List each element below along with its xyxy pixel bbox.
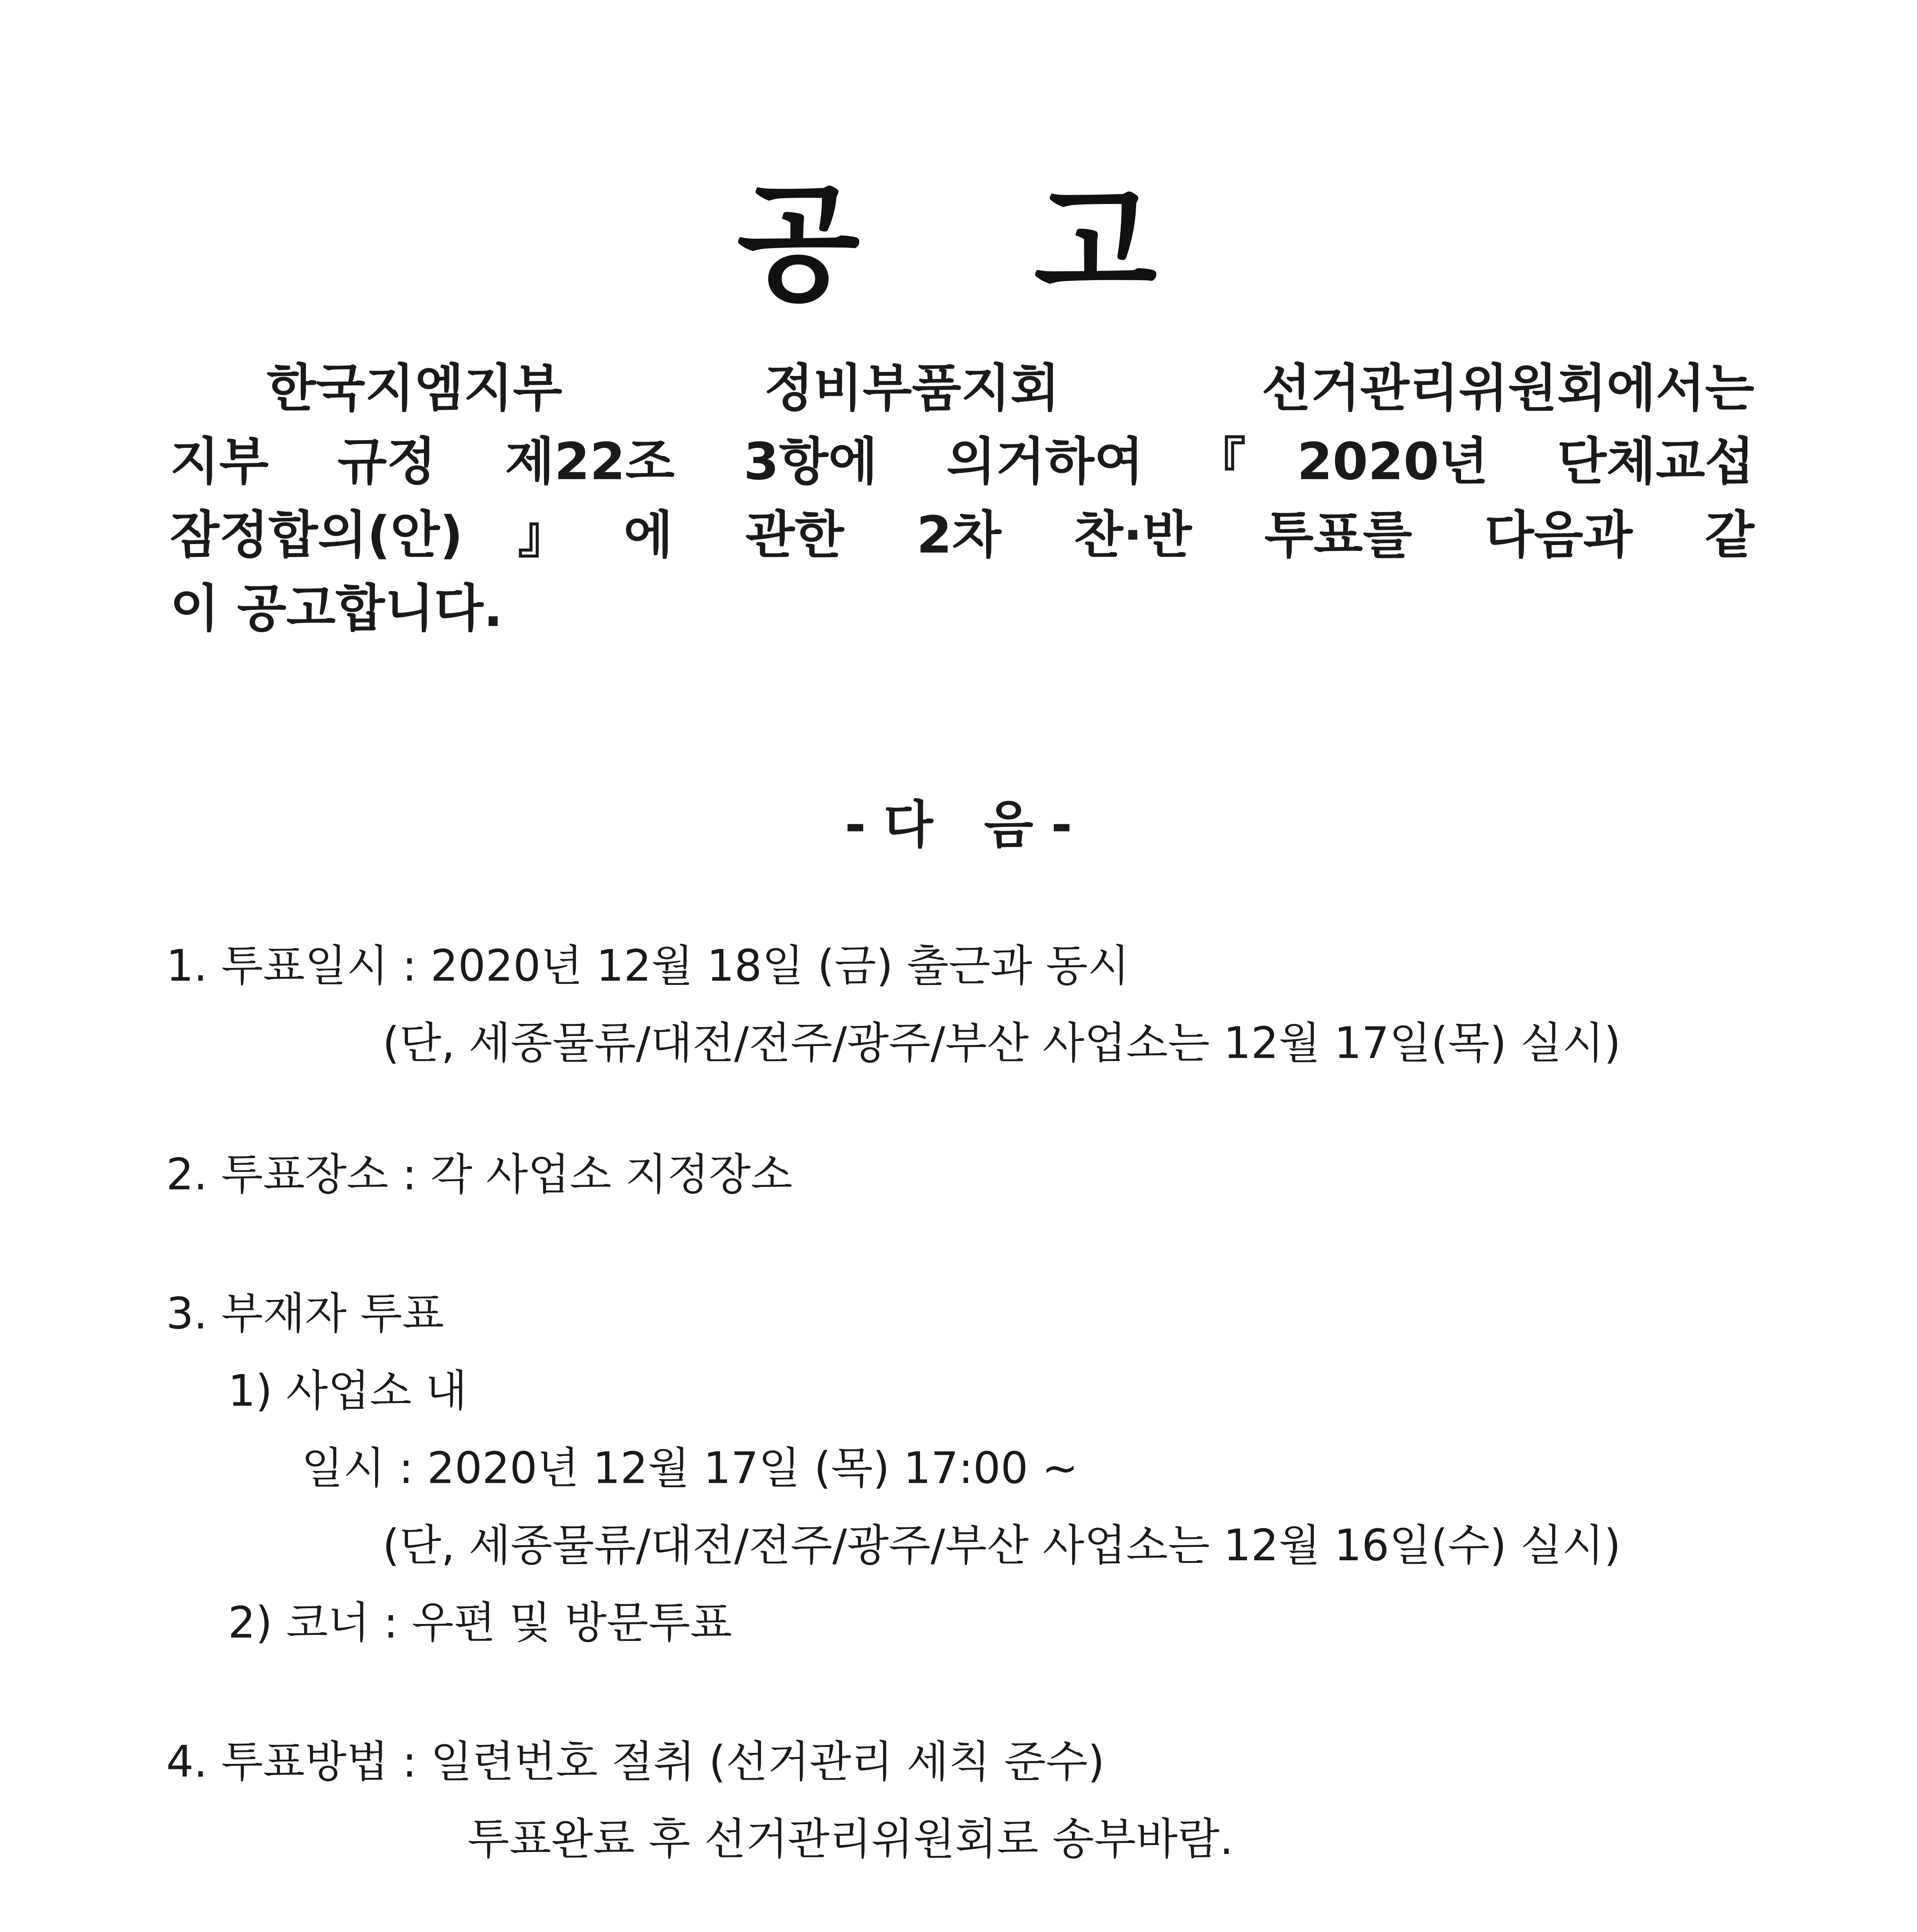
item-4-voting-method: 4. 투표방법 : 일련번호 절취 (선거관리 세칙 준수) xyxy=(166,1737,1105,1787)
document-title: 공 고 xyxy=(737,168,1180,318)
item-3-sub-2: 2) 코너 : 우편 및 방문투표 xyxy=(228,1598,732,1648)
item-1-note: (단, 세종물류/대전/전주/광주/부산 사업소는 12월 17일(목) 실시) xyxy=(383,1018,1621,1068)
item-3-sub-1-note: (단, 세종물류/대전/전주/광주/부산 사업소는 12월 16일(수) 실시) xyxy=(383,1520,1621,1571)
intro-line-2: 지부 규정 제22조 3항에 의거하여『2020년 단체교섭 xyxy=(170,432,1754,492)
intro-paragraph xyxy=(170,352,1754,645)
item-3-absentee-voting: 3. 부재자 투표 xyxy=(166,1289,444,1339)
item-2-voting-place: 2. 투표장소 : 각 사업소 지정장소 xyxy=(166,1150,793,1200)
item-4-note: 투표완료 후 선거관리위원회로 송부바람. xyxy=(468,1814,1233,1864)
item-3-sub-1-time: 일시 : 2020년 12월 17일 (목) 17:00 ~ xyxy=(301,1443,1078,1493)
intro-line-4: 이 공고합니다. xyxy=(170,579,503,638)
section-heading: - 다 음 - xyxy=(845,795,1072,855)
item-1-voting-datetime: 1. 투표일시 : 2020년 12월 18일 (금) 출근과 동시 xyxy=(166,941,1130,991)
item-3-sub-1: 1) 사업소 내 xyxy=(228,1366,467,1416)
intro-line-1: 한국지엠지부 정비부품지회 선거관리위원회에서는 xyxy=(267,359,1754,418)
intro-line-3: 잠정합의(안)』에 관한 2차 찬·반 투표를 다음과 같 xyxy=(170,505,1754,565)
